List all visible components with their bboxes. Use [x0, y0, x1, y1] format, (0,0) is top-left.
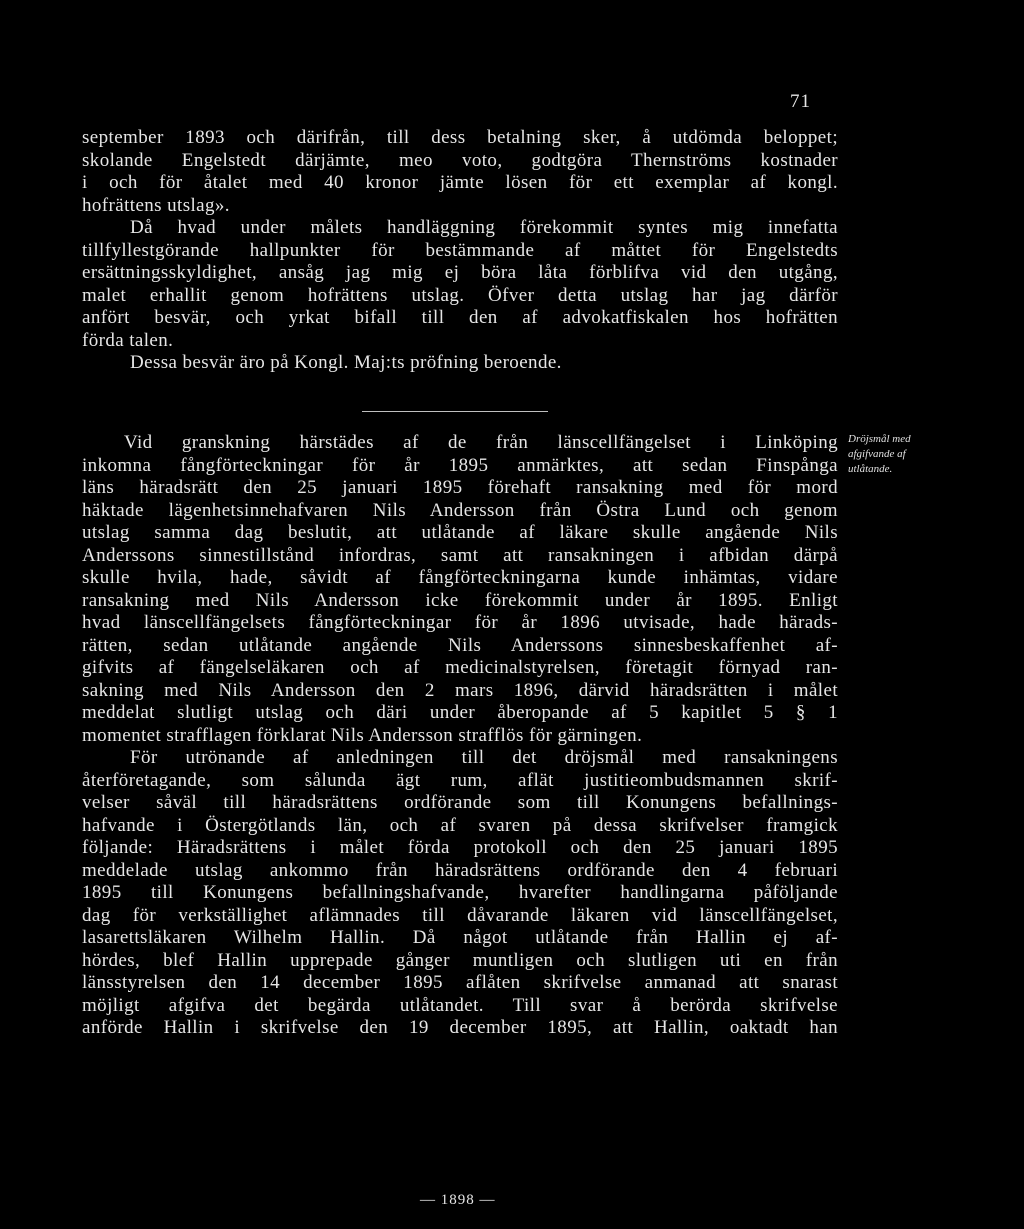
text-line: skulle hvila, hade, såvidt af fångförteckningarna kunde inhämtas, vidare: [82, 567, 838, 588]
text-line: ersättningsskyldighet, ansåg jag mig ej böra låta förblifva vid den utgång,: [82, 262, 838, 283]
text-line: i och för åtalet med 40 kronor jämte lösen för ett exemplar af kongl.: [82, 172, 838, 193]
text-line: malet erhallit genom hofrättens utslag. Öfver detta utslag har jag därför: [82, 284, 838, 306]
text-section-1: [82, 127, 838, 375]
text-line: 1895 till Konungens befallningshafvande, hvarefter handlingarna påföljande: [82, 882, 838, 903]
text-line: För utrönande af anledningen till det dröjsmål med ransakningens: [130, 747, 838, 768]
marginal-note-line: utlåtande.: [848, 463, 893, 475]
page-number: 71: [790, 91, 811, 112]
text-line: häktade lägenhetsinnehafvaren Nils Andersson från Östra Lund och genom: [82, 499, 838, 521]
text-line: ransakning med Nils Andersson icke förekommit under år 1895. Enligt: [82, 589, 838, 611]
text-line: lasarettsläkaren Wilhelm Hallin. Då något utlåtande från Hallin ej af-: [82, 927, 838, 948]
text-line: gifvits af fängelseläkaren och af medicinalstyrelsen, företagit förnyad ran-: [82, 657, 838, 678]
text-line: sakning med Nils Andersson den 2 mars 1896, därvid häradsrätten i målet: [82, 679, 838, 701]
text-line: återföretagande, som sålunda ägt rum, aflät justitieombudsmannen skrif-: [82, 769, 838, 791]
text-line: september 1893 och därifrån, till dess betalning sker, å utdömda beloppet;: [82, 127, 838, 148]
text-line: Anderssons sinnestillstånd infordras, samt att ransakningen i afbidan därpå: [82, 544, 838, 566]
text-line: länsstyrelsen den 14 december 1895 aflåten skrifvelse anmanad att snarast: [82, 972, 838, 993]
text-line: Dessa besvär äro på Kongl. Maj:ts pröfning beroende.: [130, 352, 562, 373]
text-line: skolande Engelstedt därjämte, meo voto, godtgöra Thernströms kostnader: [82, 149, 838, 171]
text-line: tillfyllestgörande hallpunkter för bestämmande af måttet för Engelstedts: [82, 239, 838, 261]
text-line: meddelade utslag ankommo från häradsrättens ordförande den 4 februari: [82, 859, 838, 881]
text-line: anförde Hallin i skrifvelse den 19 december 1895, att Hallin, oaktadt han: [82, 1017, 838, 1038]
text-line: hvad länscellfängelsets fångförteckningar för år 1896 utvisade, hade härads-: [82, 612, 838, 633]
printer-signature: — 1898 —: [420, 1192, 496, 1208]
text-line: möjligt afgifva det begärda utlåtandet. Till svar å berörda skrifvelse: [82, 994, 838, 1016]
text-line: följande: Häradsrättens i målet förda protokoll och den 25 januari 1895: [82, 837, 838, 858]
text-line: hofrättens utslag».: [82, 194, 230, 216]
text-line: hördes, blef Hallin upprepade gånger muntligen och slutligen uti en från: [82, 949, 838, 971]
text-line: velser såväl till häradsrättens ordförande som till Konungens befallnings-: [82, 792, 838, 813]
marginal-note: [848, 432, 968, 477]
text-line: meddelat slutligt utslag och däri under åberopande af 5 kapitlet 5 § 1: [82, 702, 838, 723]
text-line: dag för verkställighet aflämnades till dåvarande läkaren vid länscellfängelset,: [82, 904, 838, 926]
text-line: momentet strafflagen förklarat Nils Andersson strafflös för gärningen.: [82, 724, 643, 746]
section-divider: [362, 411, 548, 412]
text-line: utslag samma dag beslutit, att utlåtande af läkare skulle angående Nils: [82, 522, 838, 543]
marginal-note-line: afgifvande af: [848, 448, 906, 460]
text-line: Vid granskning härstädes af de från länscellfängelset i Linköping: [124, 432, 838, 453]
text-line: rätten, sedan utlåtande angående Nils Anderssons sinnesbeskaffenhet af-: [82, 634, 838, 656]
text-line: förda talen.: [82, 329, 174, 351]
text-line: anfört besvär, och yrkat bifall till den af advokatfiskalen hos hofrätten: [82, 307, 838, 328]
text-section-2: [82, 432, 838, 1040]
marginal-note-line: Dröjsmål med: [848, 433, 911, 445]
text-line: hafvande i Östergötlands län, och af svaren på dessa skrifvelser framgick: [82, 814, 838, 836]
text-line: Då hvad under målets handläggning förekommit syntes mig innefatta: [130, 217, 838, 238]
text-line: inkomna fångförteckningar för år 1895 anmärktes, att sedan Finspånga: [82, 454, 838, 476]
text-line: läns häradsrätt den 25 januari 1895 förehaft ransakning med för mord: [82, 477, 838, 498]
